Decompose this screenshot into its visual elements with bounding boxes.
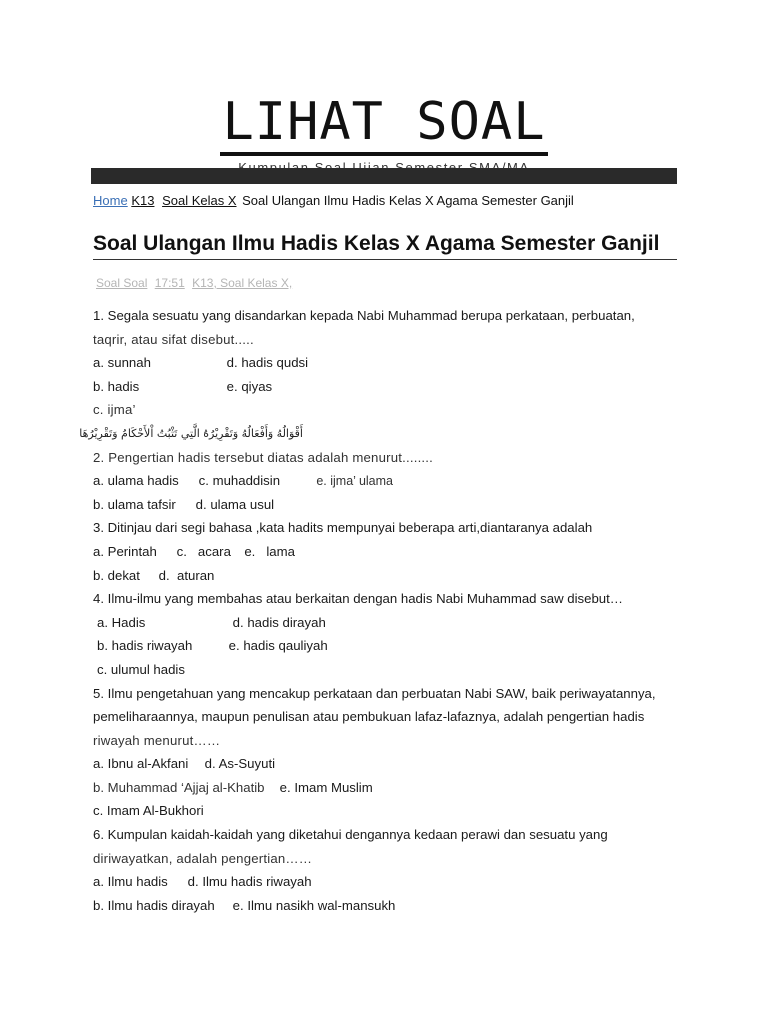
question-5-text-cont: pemeliharaannya, maupun penulisan atau pembukuan lafaz-lafaznya, adalah pengertian hadis (93, 709, 645, 725)
option-text: b. dekat (93, 567, 140, 583)
nav-bar (91, 168, 677, 184)
question-1-options-row (93, 379, 693, 403)
question-4-options-row (93, 662, 693, 686)
question-2-options-row (93, 497, 693, 521)
option-text: c. ijma’ (93, 402, 136, 418)
option-text: d. Ilmu hadis riwayah (187, 874, 312, 890)
post-title: Soal Ulangan Ilmu Hadis Kelas X Agama Semester Ganjil (93, 232, 677, 260)
question-6-text-cont: diriwayatkan, adalah pengertian…… (93, 850, 313, 866)
option-text: a. Ilmu hadis (93, 874, 168, 890)
question-3-text: 3. Ditinjau dari segi bahasa ,kata hadits mempunyai beberapa arti,diantaranya adalah (93, 520, 593, 536)
post-body (79, 308, 693, 921)
post-meta (96, 276, 296, 290)
question-1-options-row (93, 402, 693, 426)
question-5-text-cont: riwayah menurut…… (93, 732, 221, 748)
site-title[interactable]: LIHAT SOAL (220, 92, 547, 156)
post-labels-link[interactable]: K13, Soal Kelas X, (192, 276, 293, 290)
question-2-text: 2. Pengertian hadis tersebut diatas adalah menurut........ (93, 449, 434, 465)
option-text: a. ulama hadis (93, 473, 179, 489)
question-4-text: 4. Ilmu-ilmu yang membahas atau berkaitan dengan hadis Nabi Muhammad saw disebut… (93, 591, 623, 607)
option-text: c. muhaddisin (198, 473, 281, 489)
question-1-text: 1. Segala sesuatu yang disandarkan kepada Nabi Muhammad berupa perkataan, perbuatan, (93, 308, 635, 323)
question-6-options-row (93, 874, 693, 898)
breadcrumb-kelas-link[interactable]: Soal Kelas X (162, 193, 237, 208)
post-time-link[interactable]: 17:51 (154, 276, 185, 290)
question-4-options-row (93, 638, 693, 662)
option-text: c. Imam Al-Bukhori (93, 803, 204, 819)
breadcrumb (93, 193, 574, 208)
option-text: a. Ibnu al-Akfani (93, 756, 189, 772)
option-text: d. ulama usul (195, 496, 275, 512)
question-2-options-row (93, 473, 693, 497)
option-text: b. hadis riwayah (97, 638, 193, 654)
question-6-text: 6. Kumpulan kaidah-kaidah yang diketahui dengannya kedaan perawi dan sesuatu yang (93, 827, 608, 843)
option-text: b. hadis (93, 378, 140, 394)
option-text: e. hadis qauliyah (228, 638, 328, 654)
post-author-link[interactable]: Soal Soal (96, 276, 148, 290)
option-text: a. Perintah (93, 543, 157, 559)
question-1-text-cont: taqrir, atau sifat disebut..... (93, 331, 254, 347)
question-5-options-row (93, 803, 693, 827)
breadcrumb-home-link[interactable]: Home (93, 193, 128, 208)
question-3-options-row (93, 568, 693, 592)
option-text: d. aturan (158, 567, 215, 583)
arabic-text: أَقْوَالُهُ وَأَفْعَالُهُ وَتَقْرِيْرُهُ الَّتِي تَثْبُتُ اْلأَحْكَامُ وَتَقْرِيْرُهَا (79, 426, 303, 440)
site-header (0, 0, 768, 175)
question-6-options-row (93, 898, 693, 922)
option-text: d. hadis dirayah (232, 614, 326, 630)
breadcrumb-k13-link[interactable]: K13 (131, 193, 155, 208)
option-text: c. acara (176, 543, 231, 559)
option-text: a. Hadis (97, 614, 146, 630)
question-5-options-row (93, 780, 693, 804)
option-text: e. ijma’ ulama (316, 474, 393, 489)
question-1-options-row (93, 355, 693, 379)
option-text: e. Imam Muslim (279, 779, 373, 795)
option-text: e. Ilmu nasikh wal-mansukh (232, 897, 396, 913)
option-text: c. ulumul hadis (97, 661, 185, 677)
option-text: d. As-Suyuti (204, 756, 276, 772)
option-text: e. qiyas (226, 378, 273, 394)
question-3-options-row (93, 544, 693, 568)
option-text: a. sunnah (93, 355, 151, 371)
option-text: e. lama (244, 543, 295, 559)
breadcrumb-current: Soal Ulangan Ilmu Hadis Kelas X Agama Semester Ganjil (242, 193, 574, 208)
option-text: d. hadis qudsi (226, 355, 309, 371)
question-4-options-row (93, 615, 693, 639)
question-5-text: 5. Ilmu pengetahuan yang mencakup perkataan dan perbuatan Nabi SAW, baik periwayatannya, (93, 685, 656, 701)
option-text: b. ulama tafsir (93, 496, 176, 512)
option-text: b. Ilmu hadis dirayah (93, 897, 215, 913)
question-5-options-row (93, 756, 693, 780)
option-text: b. Muhammad ‘Ajjaj al-Khatib (93, 779, 265, 795)
